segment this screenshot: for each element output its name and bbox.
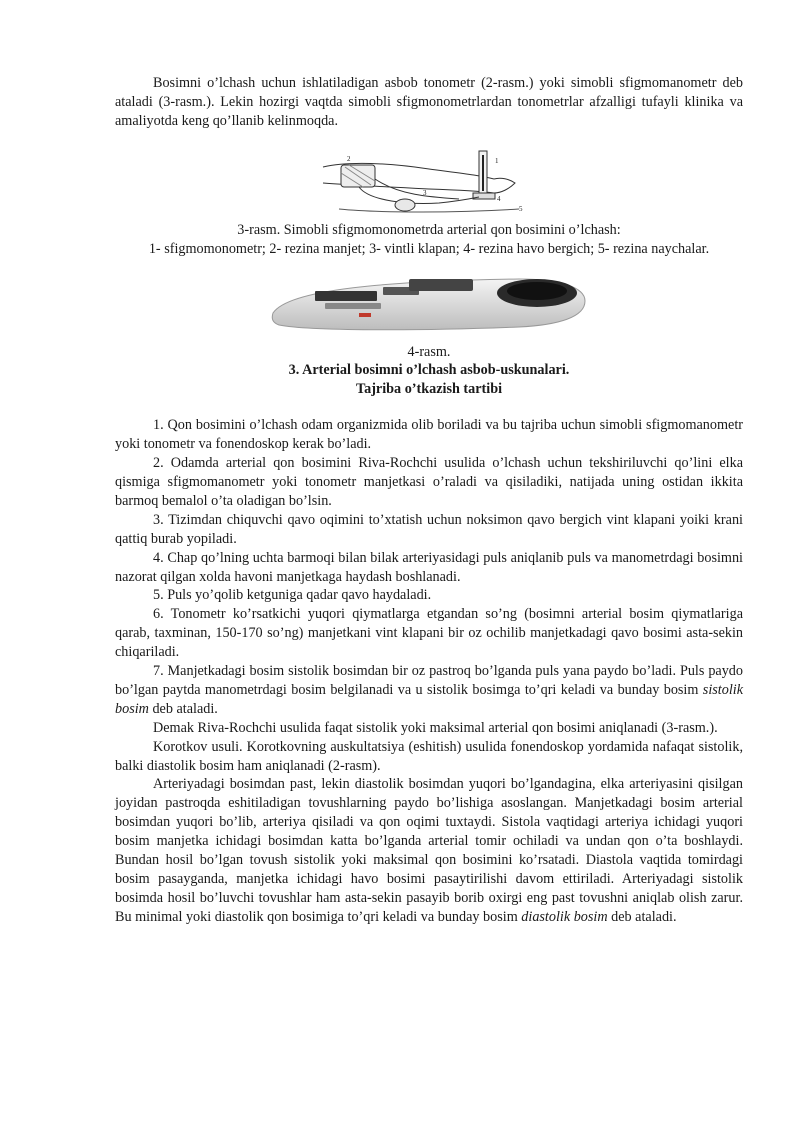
- step-7-end: deb ataladi.: [148, 700, 218, 717]
- figure-3-caption-title: 3-rasm. Simobli sfigmomonometrda arterial qon bosimini o’lchash:: [237, 221, 621, 238]
- figure-3-caption-legend: 1- sfigmomonometr; 2- rezina manjet; 3- vintli klapan; 4- rezina havo bergich; 5- rezina naychalar.: [148, 240, 710, 257]
- step-6: 6. Tonometr ko’rsatkichi yuqori qiymatlarga etgandan so’ng (bosimni arterial bosim qiymatlariga qarab, taxminan, 150-170 so’ng) manjetkani vint klapani bir oz ochilib manjetkadagi qavo bosimi asta-sekin chiqariladi.: [115, 606, 743, 661]
- step-4: 4. Chap qo’lning uchta barmoqi bilan bilak arteriyasidagi puls aniqlanib puls va manometrdagi bosimni nazorat qilgan xolda havoni manjetkaga haydash boshlanadi.: [115, 549, 743, 585]
- section-subtitle: Tajriba o’tkazish tartibi: [355, 381, 503, 398]
- document-page: [115, 74, 743, 927]
- step-1: 1. Qon bosimini o’lchash odam organizmida olib boriladi va bu tajriba uchun simobli sfigmomanometr yoki tonometr va fonendoskop kerak bo’ladi.: [115, 417, 743, 453]
- section-title: 3. Arterial bosimni o’lchash asbob-uskunalari.: [288, 362, 570, 379]
- figure-label-4: 4: [497, 194, 501, 203]
- figure-label-2: 2: [347, 154, 351, 163]
- final-term: diastolik bosim: [521, 908, 608, 925]
- intro-paragraph: Bosimni o’lchash uchun ishlatiladigan asbob tonometr (2-rasm.) yoki simobli sfigmomanometr deb ataladi (3-rasm.). Lekin hozirgi vaqtda simobli sfigmonometrlardan tonometrlar afzalligi tufayli klinika va amaliyotda keng qo’llanib kelinmoqda.: [115, 75, 743, 129]
- step-5: 5. Puls yo’qolib ketguniga qadar qavo haydaladi.: [153, 587, 432, 604]
- final-end: deb ataladi.: [607, 908, 677, 925]
- final-text: Arteriyadagi bosimdan past, lekin diastolik bosimdan yuqori bo’lgandagina, elka arteriyasini qisilgan joyidan pastroqda eshitiladigan tovushlarning paydo bo’lishiga asoslangan. Manjetkadagi bosim arterial bosimdan yuqori bo’lib, arteriya qisiladi va qon oqimi tuxtaydi. Sistola vaqtidagi arteriya ichidagi yuqori bosim manjetka ichidagi bosimdan katta bo’lganda arterial tomir ochiladi va undan qon o’ta boshlaydi. Bundan hosil bo’lgan tovush sistolik yoki maksimal qon bosimini ko’rsatadi. Diastola vaqtida tomirdagi bosim pasayganda, manjetka ichidagi havo bosimi pasaytirilishi davom ettiriladi. Arteriyadagi sistolik bosimda hosil bo’luvchi tovushlar ham asta-sekin pasayib borib oxirgi eng past tovushni aniqlab olish zarur. Bu minimal yoki diastolik qon bosimiga to’qri keladi va bunday bosim: [115, 776, 743, 925]
- electronic-tonometer-image: [269, 273, 589, 331]
- figure-4: [115, 273, 743, 331]
- korotkov-paragraph: Korotkov usuli. Korotkovning auskultatsiya (eshitish) usulida fonendoskop yordamida nafaqat sistolik, balki diastolik bosim ham aniqlanadi (2-rasm).: [115, 738, 743, 774]
- final-paragraph: [115, 775, 743, 926]
- step-7: [115, 662, 743, 719]
- figure-3: [115, 149, 743, 215]
- step-7-text: 7. Manjetkadagi bosim sistolik bosimdan bir oz pastroq bo’lganda puls yana paydo bo’ladi. Puls paydo bo’lgan paytda manometrdagi bosim belgilanadi va u sistolik bosimga to’qri keladi va bunday bosim: [115, 663, 743, 698]
- figure-label-5: 5: [519, 204, 523, 213]
- sphygmomanometer-drawing: [319, 149, 539, 215]
- step-7-term: sistolik bosim: [115, 681, 743, 717]
- demak-paragraph: Demak Riva-Rochchi usulida faqat sistolik yoki maksimal arterial qon bosimi aniqlanadi (3-rasm.).: [153, 719, 718, 736]
- figure-4-caption: 4-rasm.: [407, 343, 451, 360]
- figure-label-3: 3: [423, 188, 427, 197]
- step-2: 2. Odamda arterial qon bosimini Riva-Rochchi usulida o’lchash uchun tekshiriluvchi qo’lini elka qismiga sfigmomanometr yoki tonometr manjetkasi o’raladi va qisiladiki, natijada uning ostidan ikkita barmoq bemalol o’ta oladigan bo’lsin.: [115, 455, 743, 509]
- step-3: 3. Tizimdan chiquvchi qavo oqimini to’xtatish uchun noksimon qavo bergich vint klapani yoiki krani qattiq burab yopiladi.: [115, 511, 743, 547]
- figure-label-1: 1: [495, 156, 499, 165]
